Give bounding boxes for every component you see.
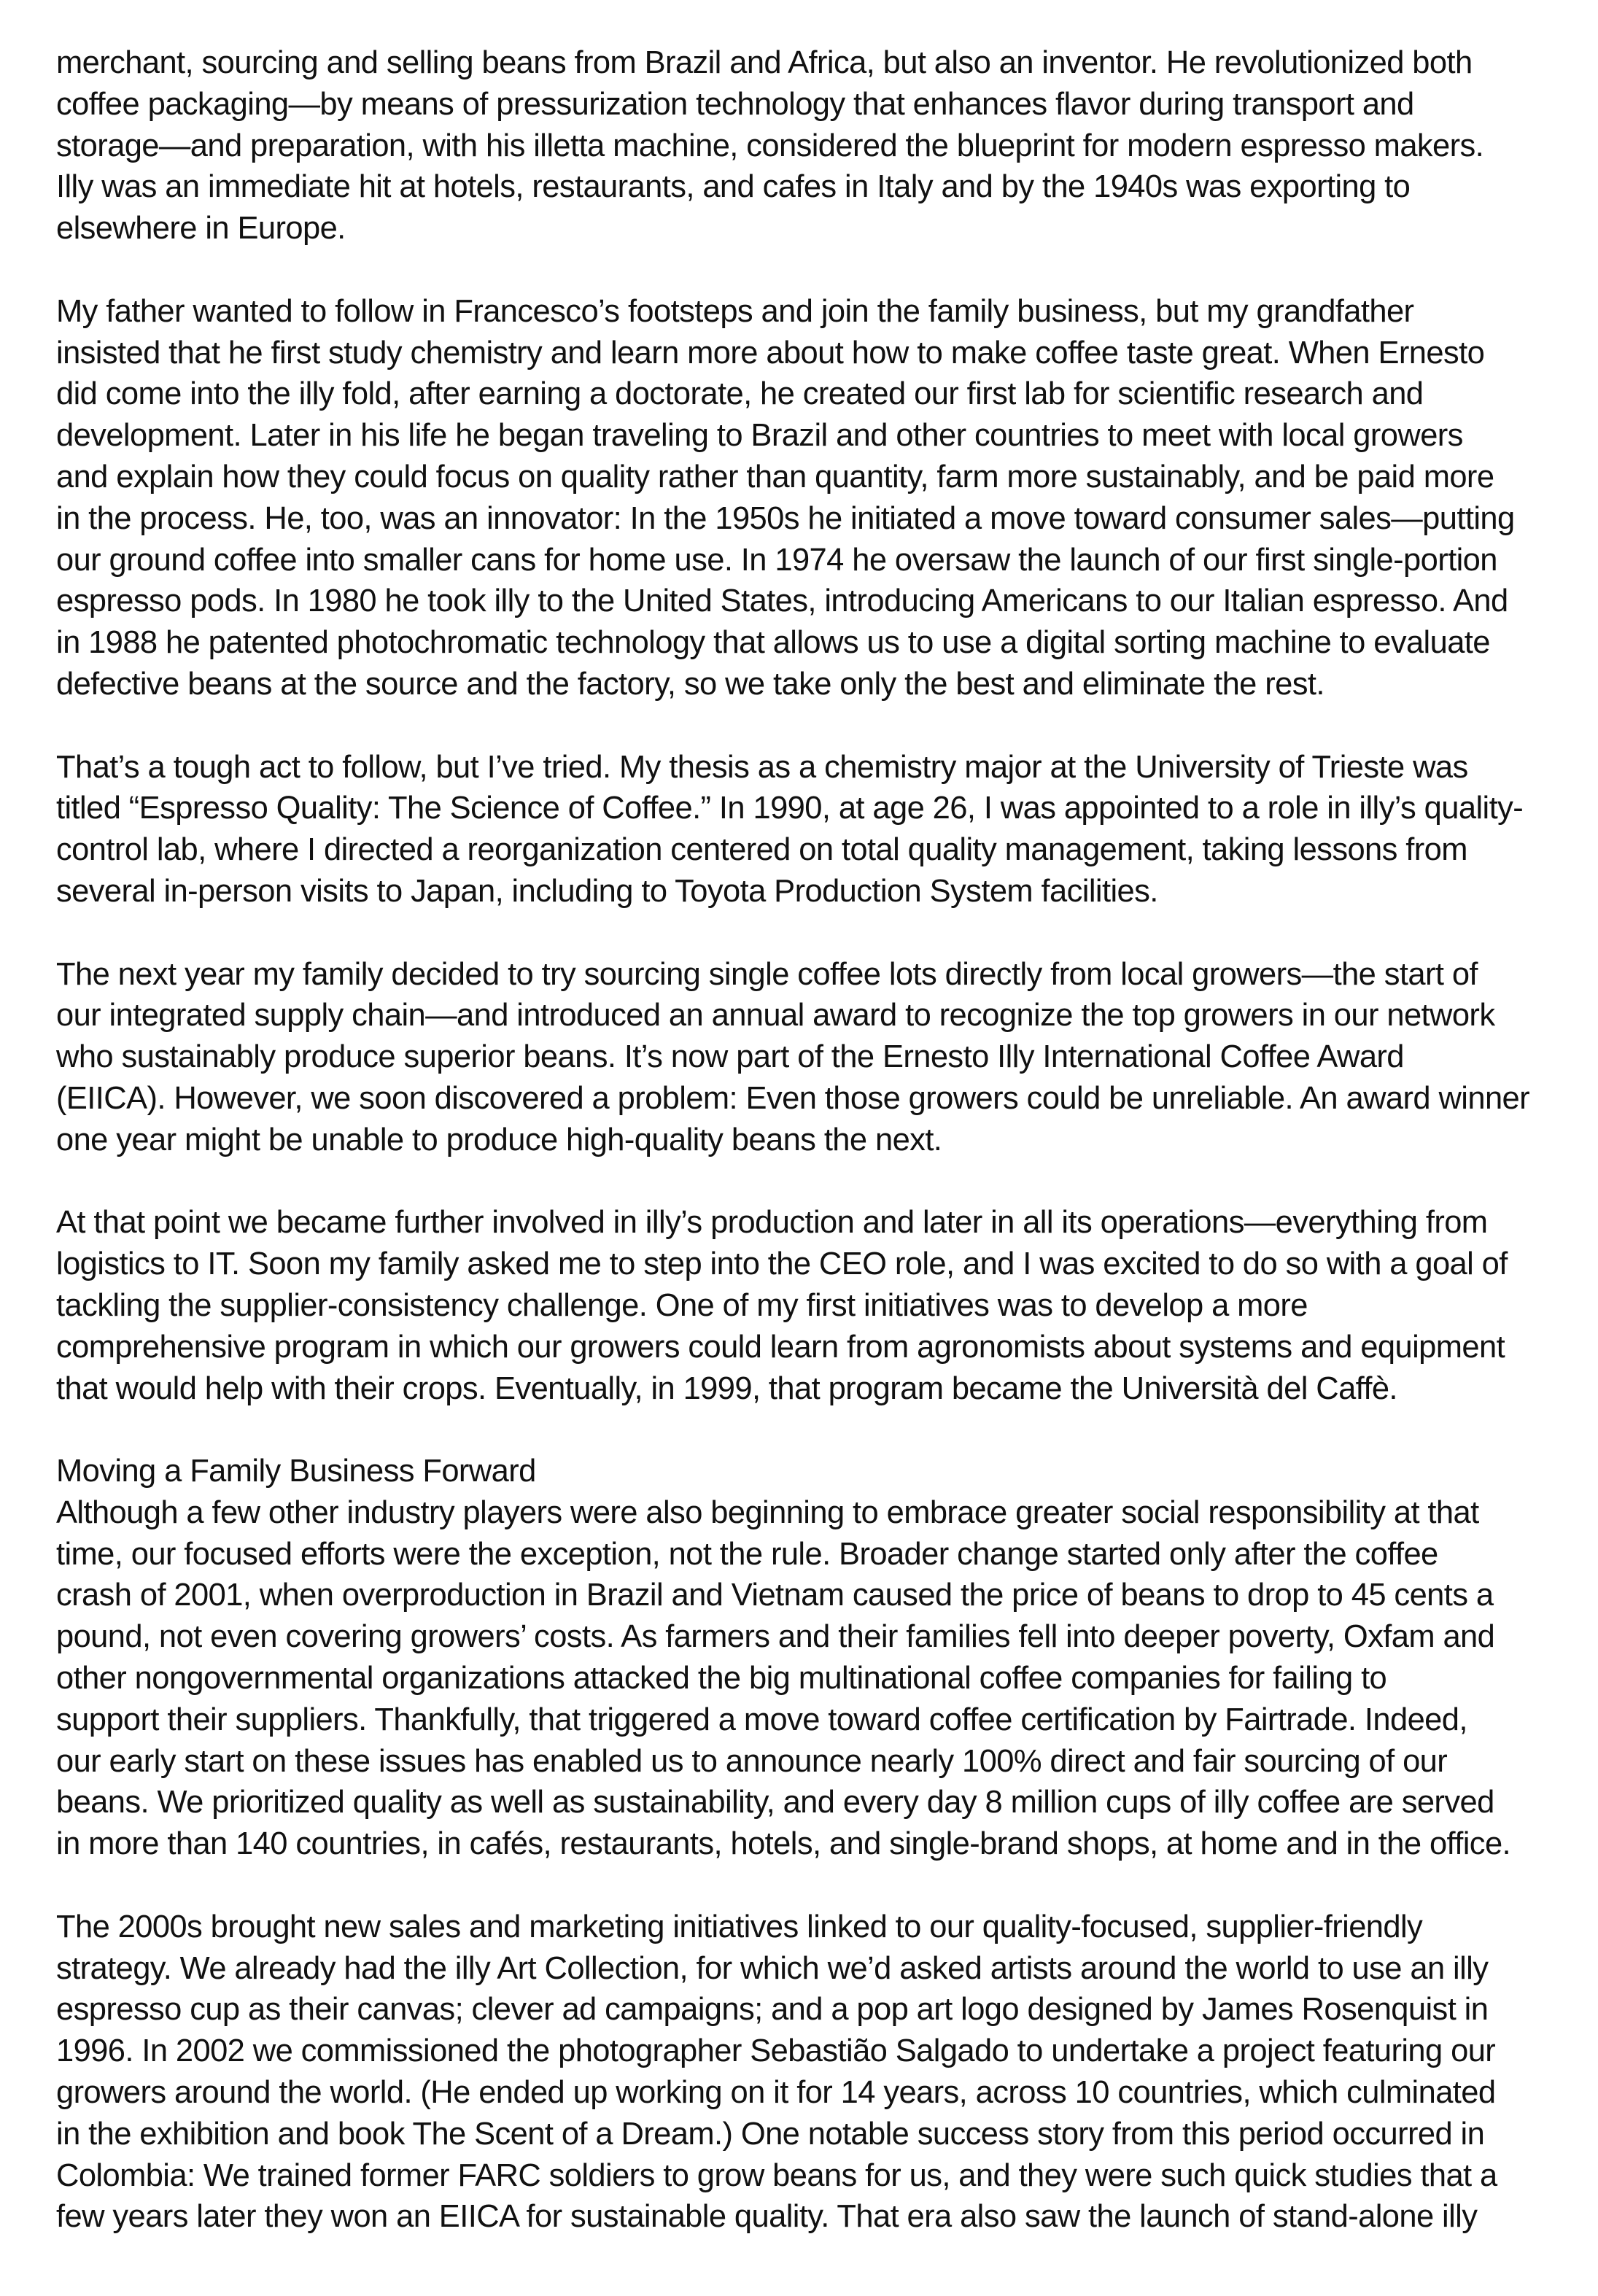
text-line: our ground coffee into smaller cans for home use. In 1974 he oversaw the launch of our first single-portion <box>56 542 1497 578</box>
text-line: coffee packaging—by means of pressurization technology that enhances flavor during transport and <box>56 86 1414 122</box>
text-line: beans. We prioritized quality as well as sustainability, and every day 8 million cups of illy coffee are served <box>56 1785 1494 1820</box>
text-line: insisted that he first study chemistry and learn more about how to make coffee taste great. When Ernesto <box>56 335 1485 371</box>
text-line: time, our focused efforts were the exception, not the rule. Broader change started only after the coffee <box>56 1536 1438 1572</box>
text-line: storage—and preparation, with his illetta machine, considered the blueprint for modern espresso makers. <box>56 128 1484 163</box>
section-heading <box>56 1451 1551 1492</box>
text-line: espresso cup as their canvas; clever ad campaigns; and a pop art logo designed by James Rosenquist in <box>56 1992 1489 2028</box>
text-line: Illy was an immediate hit at hotels, restaurants, and cafes in Italy and by the 1940s was exporting to <box>56 169 1411 205</box>
text-line: espresso pods. In 1980 he took illy to the United States, introducing Americans to our Italian espresso. And <box>56 583 1508 619</box>
text-line: titled “Espresso Quality: The Science of Coffee.” In 1990, at age 26, I was appointed to a role in illy’s quality- <box>56 791 1524 826</box>
text-line: My father wanted to follow in Francesco’s footsteps and join the family business, but my grandfather <box>56 293 1414 329</box>
text-line: and explain how they could focus on quality rather than quantity, farm more sustainably, and be paid more <box>56 459 1494 495</box>
text-line: The next year my family decided to try sourcing single coffee lots directly from local growers—the start of <box>56 956 1478 992</box>
text-line: in more than 140 countries, in cafés, restaurants, hotels, and single-brand shops, at home and in the office. <box>56 1826 1511 1862</box>
paragraph-thesis <box>56 747 1551 912</box>
text-line: strategy. We already had the illy Art Collection, for which we’d asked artists around the world to use an illy <box>56 1950 1489 1986</box>
text-line: few years later they won an EIICA for sustainable quality. That era also saw the launch of stand-alone illy <box>56 2199 1478 2235</box>
text-line: merchant, sourcing and selling beans from Brazil and Africa, but also an inventor. He revolutionized both <box>56 45 1473 80</box>
text-line: comprehensive program in which our growers could learn from agronomists about systems and equipment <box>56 1329 1505 1365</box>
paragraph-ceo-role <box>56 1202 1551 1409</box>
text-line: support their suppliers. Thankfully, that triggered a move toward coffee certification by Fairtrade. Indeed, <box>56 1702 1467 1737</box>
text-line: tackling the supplier-consistency challenge. One of my first initiatives was to develop a more <box>56 1287 1308 1323</box>
text-line: Although a few other industry players were also beginning to embrace greater social responsibility at that <box>56 1494 1479 1530</box>
text-line: did come into the illy fold, after earning a doctorate, he created our first lab for scientific research and <box>56 376 1424 412</box>
text-line: our early start on these issues has enabled us to announce nearly 100% direct and fair sourcing of our <box>56 1743 1448 1779</box>
text-line: growers around the world. (He ended up working on it for 14 years, across 10 countries, which culminated <box>56 2075 1496 2111</box>
text-line: elsewhere in Europe. <box>56 211 346 247</box>
text-line: our integrated supply chain—and introduced an annual award to recognize the top growers in our network <box>56 998 1495 1033</box>
text-line: who sustainably produce superior beans. It’s now part of the Ernesto Illy International Coffee Award <box>56 1039 1404 1075</box>
paragraph-coffee-crash <box>56 1492 1551 1865</box>
text-line: development. Later in his life he began traveling to Brazil and other countries to meet with local growers <box>56 418 1463 454</box>
text-line: control lab, where I directed a reorganization centered on total quality management, taking lessons from <box>56 832 1467 868</box>
text-line: one year might be unable to produce high-quality beans the next. <box>56 1122 942 1157</box>
paragraph-2000s-marketing <box>56 1907 1551 2238</box>
text-line: other nongovernmental organizations attacked the big multinational coffee companies for failing to <box>56 1661 1387 1696</box>
paragraph-francesco-inventor <box>56 42 1551 249</box>
text-line: defective beans at the source and the factory, so we take only the best and eliminate the rest. <box>56 666 1324 702</box>
text-line: pound, not even covering growers’ costs. As farmers and their families fell into deeper poverty, Oxfam and <box>56 1619 1495 1655</box>
document-page <box>56 42 1551 2279</box>
text-line: that would help with their crops. Eventually, in 1999, that program became the Università del Caffè. <box>56 1370 1397 1406</box>
text-line: (EIICA). However, we soon discovered a problem: Even those growers could be unreliable. An award winner <box>56 1080 1530 1116</box>
text-line: Colombia: We trained former FARC soldiers to grow beans for us, and they were such quick studies that a <box>56 2157 1497 2193</box>
text-line: in the process. He, too, was an innovator: In the 1950s he initiated a move toward consumer sales—putting <box>56 500 1515 536</box>
paragraph-father-ernesto <box>56 291 1551 705</box>
text-line: crash of 2001, when overproduction in Brazil and Vietnam caused the price of beans to drop to 45 cents a <box>56 1578 1494 1613</box>
text-line: several in-person visits to Japan, including to Toyota Production System facilities. <box>56 873 1158 909</box>
text-line: That’s a tough act to follow, but I’ve tried. My thesis as a chemistry major at the University of Trieste was <box>56 749 1468 785</box>
text-line: logistics to IT. Soon my family asked me to step into the CEO role, and I was excited to do so with a goal of <box>56 1246 1508 1282</box>
text-line: in the exhibition and book The Scent of a Dream.) One notable success story from this period occurred in <box>56 2116 1485 2152</box>
text-line: in 1988 he patented photochromatic technology that allows us to use a digital sorting machine to evaluate <box>56 625 1490 661</box>
section-heading-text: Moving a Family Business Forward <box>56 1454 536 1489</box>
paragraph-supply-chain <box>56 954 1551 1161</box>
text-line: At that point we became further involved in illy’s production and later in all its operations—everything from <box>56 1205 1488 1241</box>
text-line: 1996. In 2002 we commissioned the photographer Sebastião Salgado to undertake a project featuring our <box>56 2033 1496 2069</box>
text-line: The 2000s brought new sales and marketing initiatives linked to our quality-focused, supplier-friendly <box>56 1909 1423 1944</box>
